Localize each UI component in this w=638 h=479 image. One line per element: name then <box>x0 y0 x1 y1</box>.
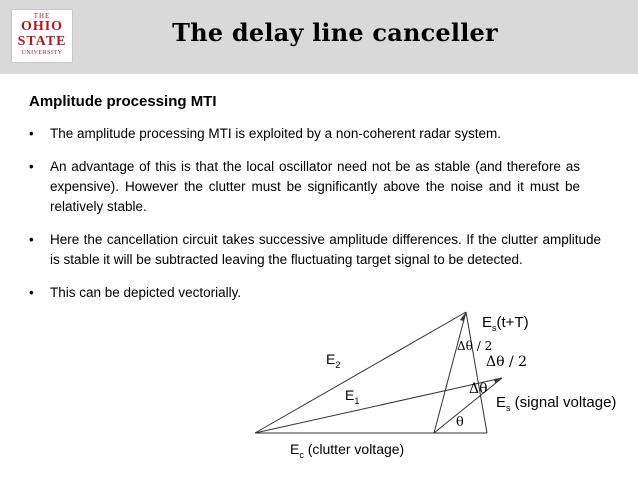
signal-voltage-label: $E_s$ (signal voltage) <box>496 394 617 413</box>
bullet-text: An advantage of this is that the local oscillator need not be as stable (and therefore as expensive). However the clutter must be significantly above the noise and it must be relatively stable. <box>50 159 580 214</box>
logo-line-2: OHIO <box>20 19 64 34</box>
clutter-voltage-label: $E_c$ (clutter voltage) <box>290 441 405 460</box>
half-delta-theta-label: Δθ / 2 <box>457 339 493 353</box>
logo-line-1: THE <box>33 12 51 20</box>
bullet-text: Here the cancellation circuit takes successive amplitude differences. If the clutter amplitude is stable it will be subtracted leaving the fluctuating target signal to be detected. <box>50 232 601 267</box>
delta-theta-label: Δθ <box>469 381 488 397</box>
e1-label: $E_1$ <box>345 387 360 406</box>
e2-vector-line <box>255 312 466 433</box>
theta-label: θ <box>456 415 464 430</box>
slide-title: The delay line canceller <box>172 18 498 47</box>
section-subtitle: Amplitude processing MTI <box>29 93 217 110</box>
signal-t-plus-t-label: $E_s(t+T)$ <box>482 314 529 333</box>
logo-line-4: UNIVERSITY <box>21 50 63 56</box>
signal-vector-line <box>434 378 502 433</box>
bullet-marker: • <box>29 285 34 300</box>
logo-line-3: STATE <box>17 34 67 49</box>
bullet-marker: • <box>29 126 34 141</box>
e1-vector-line <box>255 378 502 433</box>
bullet-text: The amplitude processing MTI is exploited by a non-coherent radar system. <box>50 126 501 141</box>
bullet-marker: • <box>29 159 34 174</box>
half-delta-theta-label: Δθ / 2 <box>486 354 528 370</box>
bullet-text: This can be depicted vectorially. <box>50 285 242 300</box>
e2-label: $E_2$ <box>326 351 341 370</box>
bullet-marker: • <box>29 232 34 247</box>
arrowhead-icon <box>494 378 502 383</box>
